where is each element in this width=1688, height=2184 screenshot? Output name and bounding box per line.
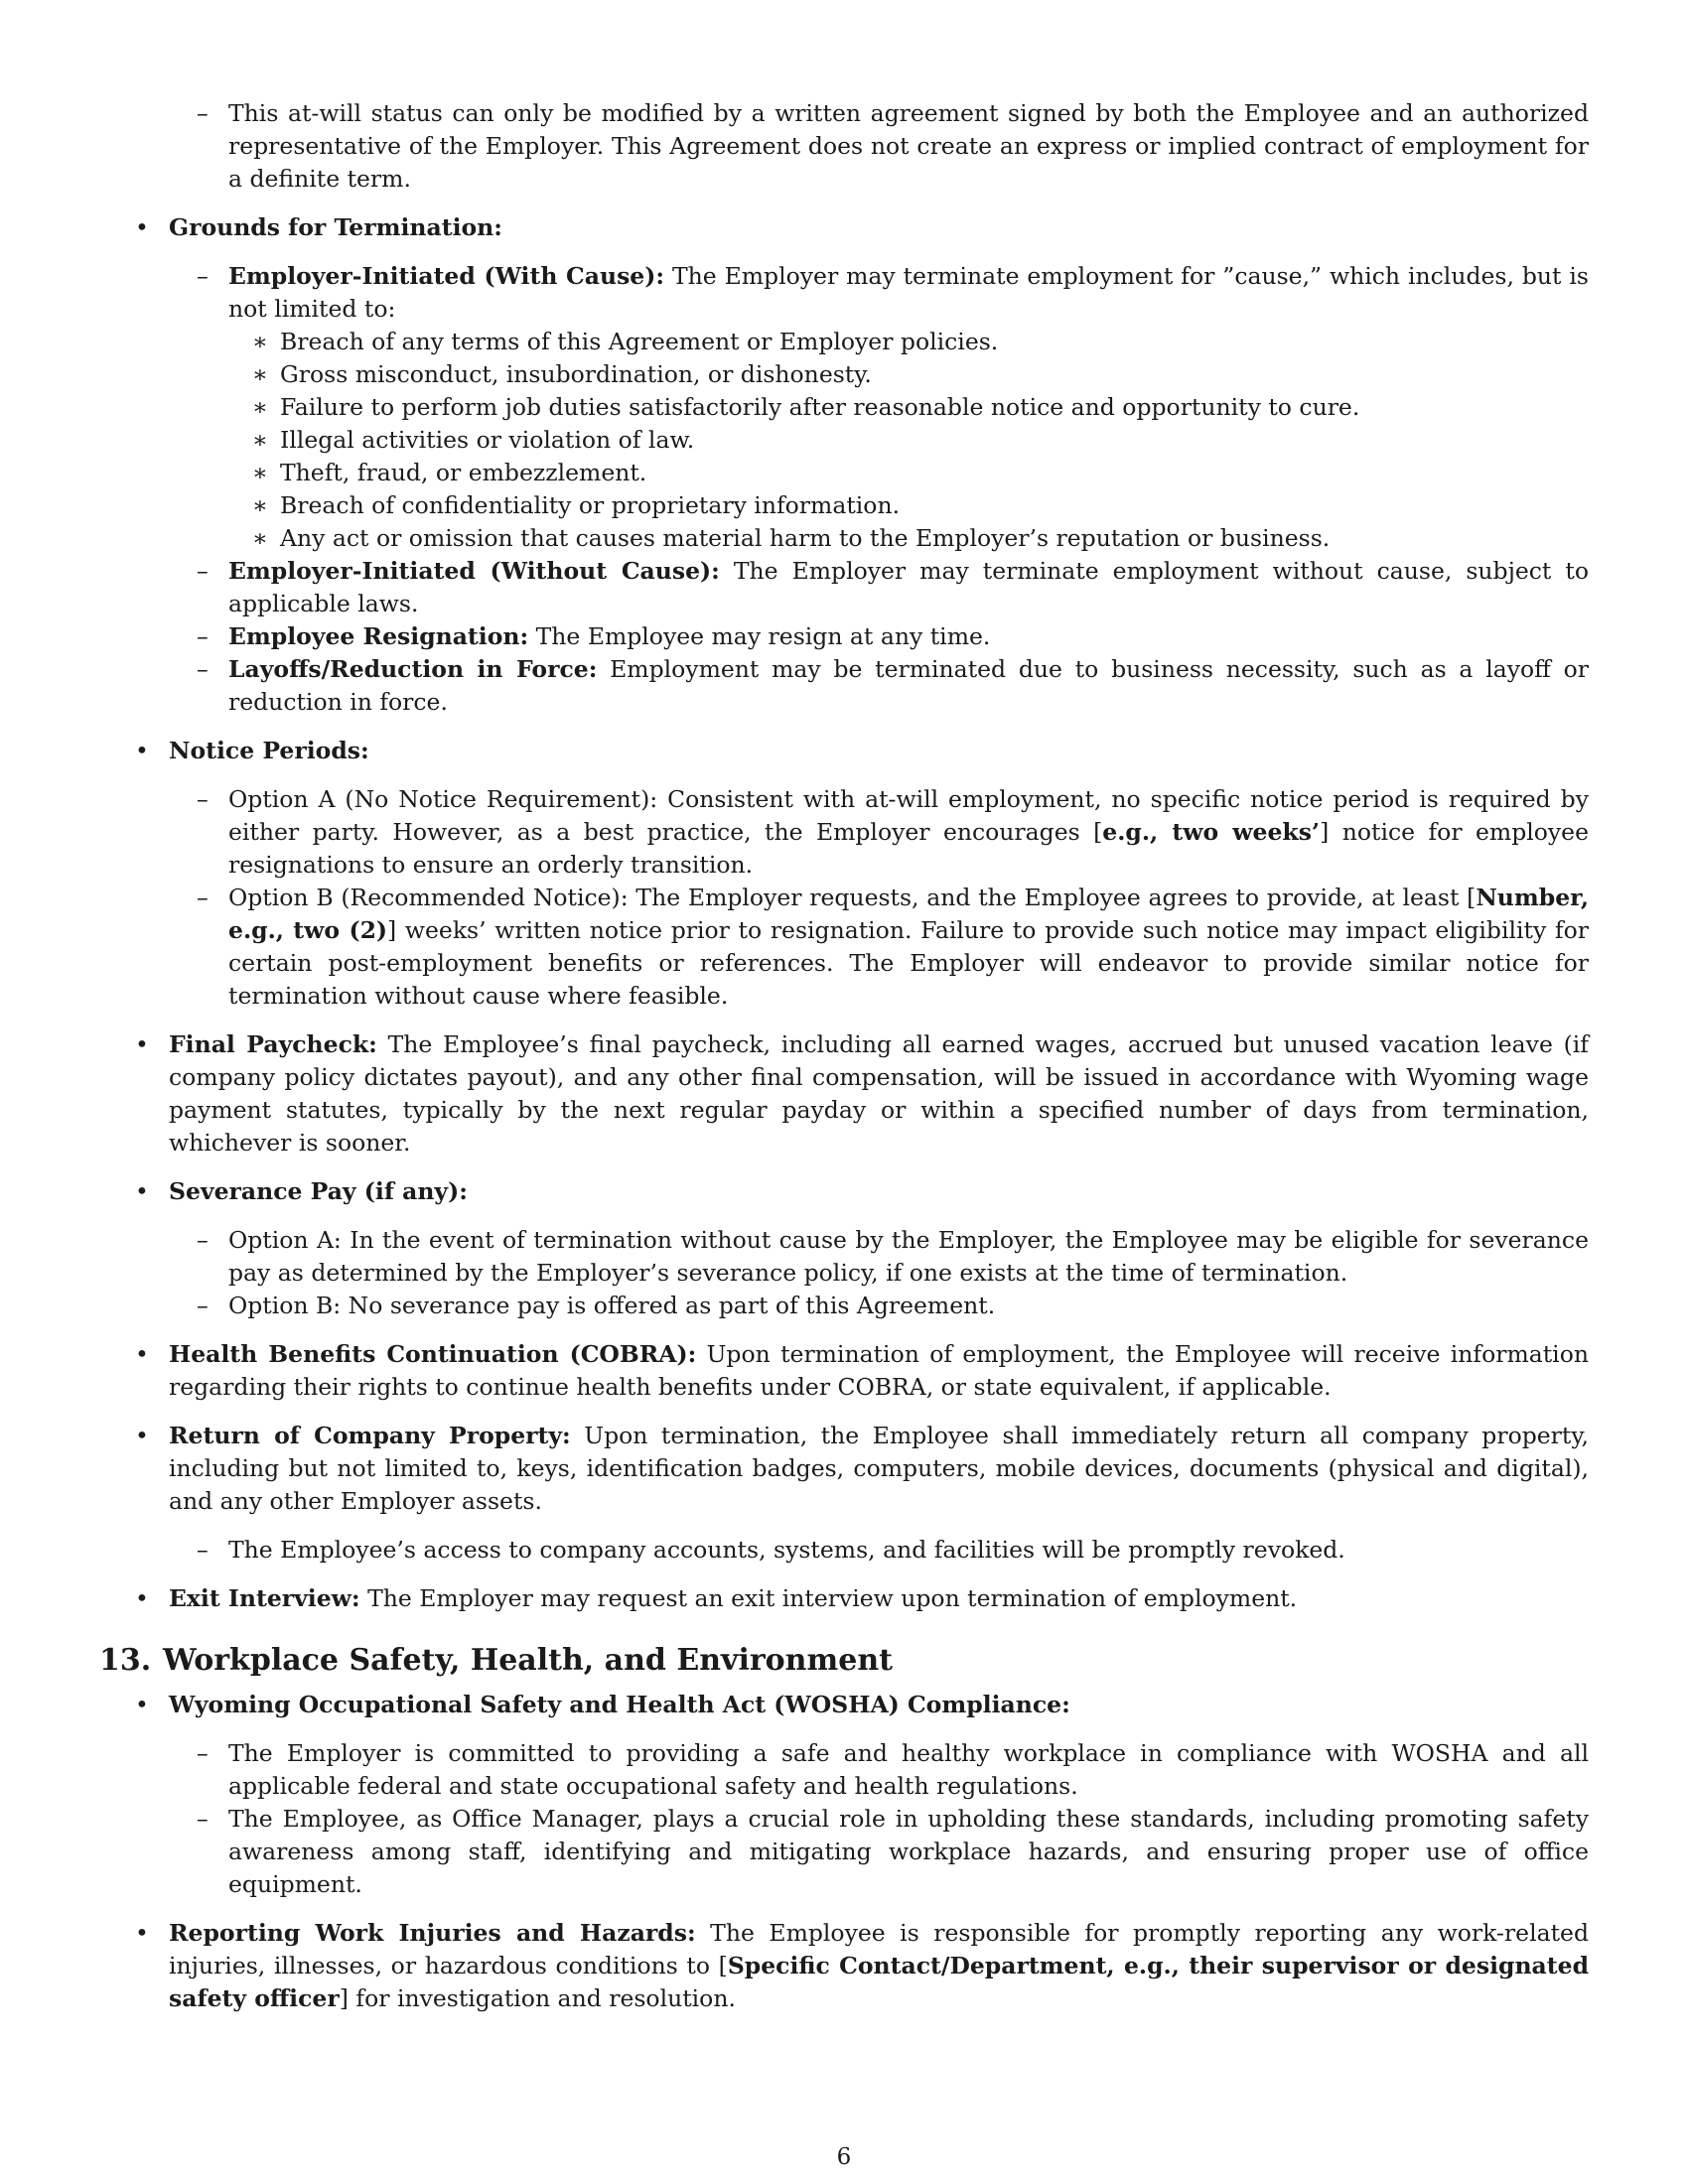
without-cause-label: Employer-Initiated (Without Cause): [228, 557, 720, 585]
wosha-item-2: – The Employee, as Office Manager, plays a crucial role in upholding these standards, including promoting safety awareness among staff, identifying and mitigating workplace hazards, and ensuring proper use of office equipment. [197, 1805, 1589, 1898]
bullet-marker: • [135, 213, 149, 241]
dash-marker: – [197, 1292, 209, 1319]
star-marker: ∗ [252, 393, 268, 421]
bullet-marker: • [135, 1691, 149, 1718]
bullet-marker: • [135, 1340, 149, 1368]
severance-item [99, 1175, 1589, 1208]
bullet-marker: • [135, 1177, 149, 1205]
access-revoked-item: – The Employee’s access to company accounts, systems, and facilities will be promptly revoked. [99, 1534, 1589, 1567]
cause-list-item: ∗ Illegal activities or violation of law. [99, 424, 1589, 457]
bullet-marker: • [135, 737, 149, 764]
cause-list-item: ∗ Breach of confidentiality or proprietary information. [99, 489, 1589, 522]
dash-marker: – [197, 1536, 209, 1564]
atwill-item [99, 97, 1589, 196]
wosha-item [99, 1689, 1589, 1721]
bullet-marker: • [135, 1030, 149, 1058]
resignation-item [99, 620, 1589, 653]
bullet-marker: • [135, 1422, 149, 1449]
star-marker: ∗ [252, 360, 268, 388]
property-text: Upon termination, the Employee shall immediately return all company property, including but not limited to, keys, identification badges, computers, mobile devices, documents (physical and digital), and any other Employer assets. [169, 1422, 1589, 1515]
grounds-heading: Grounds for Termination: [169, 213, 502, 241]
layoffs-item [99, 653, 1589, 719]
notice-option-b: – Option B (Recommended Notice): The Employer requests, and the Employee agrees to provide, at least [Number, e.g., two (2)] weeks’ written notice prior to resignation. Failure to provide such notice may impact eligibility for certain post-employment benefits or references. The Employer will endeavor to provide similar notice for termination without cause where feasible. [197, 884, 1589, 1010]
dash-marker: – [197, 1226, 209, 1254]
dash-marker: – [197, 655, 209, 683]
notice-option-a: – Option A (No Notice Requirement): Consistent with at-will employment, no specific notice period is required by either party. However, as a best practice, the Employer encourages [e.g., two weeks’] notice for employee resignations to ensure an orderly transition. [197, 785, 1589, 879]
dash-marker: – [197, 99, 209, 127]
exit-interview-item [99, 1582, 1589, 1615]
wosha-item-1: – The Employer is committed to providing a safe and healthy workplace in compliance with WOSHA and all applicable federal and state occupational safety and health regulations. [197, 1739, 1589, 1800]
cobra-text: Upon termination of employment, the Employee will receive information regarding their rights to continue health benefits under COBRA, or state equivalent, if applicable. [169, 1340, 1589, 1401]
cause-list-item: ∗ Any act or omission that causes material harm to the Employer’s reputation or business. [99, 522, 1589, 555]
without-cause-item [99, 555, 1589, 620]
page-content [99, 97, 1589, 2015]
with-cause-item [99, 260, 1589, 326]
star-marker: ∗ [252, 524, 268, 552]
dash-marker: – [197, 1805, 209, 1833]
dash-marker: – [197, 557, 209, 585]
final-paycheck-item [99, 1028, 1589, 1160]
section-title-text: Workplace Safety, Health, and Environment [163, 1643, 893, 1678]
atwill-text: This at-will status can only be modified by a written agreement signed by both the Employee and an authorized representative of the Employer. This Agreement does not create an express or implied contract of employment for a definite term. [228, 99, 1589, 193]
cause-list-item: ∗ Theft, fraud, or embezzlement. [99, 457, 1589, 489]
cause-list-item: ∗ Failure to perform job duties satisfactorily after reasonable notice and opportunity to cure. [99, 391, 1589, 424]
dash-marker: – [197, 622, 209, 650]
reporting-label: Reporting Work Injuries and Hazards: [169, 1919, 696, 1947]
severance-heading: Severance Pay (if any): [169, 1177, 468, 1205]
resignation-label: Employee Resignation: [228, 622, 529, 650]
reporting-item: • Reporting Work Injuries and Hazards: The Employee is responsible for promptly reporting any work-related injuries, illnesses, or hazardous conditions to [Specific Contact/Department, e.g., their supervisor or designated safety officer] for investigation and resolution. [135, 1919, 1589, 2012]
page-number: 6 [836, 2144, 852, 2170]
cobra-item [99, 1338, 1589, 1404]
property-item [99, 1420, 1589, 1518]
star-marker: ∗ [252, 426, 268, 454]
layoffs-text: Employment may be terminated due to business necessity, such as a layoff or reduction in force. [228, 655, 1589, 716]
severance-option-b: – Option B: No severance pay is offered as part of this Agreement. [99, 1290, 1589, 1322]
star-marker: ∗ [252, 328, 268, 355]
star-marker: ∗ [252, 491, 268, 519]
bullet-marker: • [135, 1584, 149, 1612]
layoffs-label: Layoffs/Reduction in Force: [228, 655, 598, 683]
with-cause-label: Employer-Initiated (With Cause): [228, 262, 665, 290]
final-paycheck-label: Final Paycheck: [169, 1030, 377, 1058]
cause-list-item: ∗ Breach of any terms of this Agreement or Employer policies. [99, 326, 1589, 358]
with-cause-text: The Employer may terminate employment for ”cause,” which includes, but is not limited to: [228, 262, 1589, 323]
without-cause-text: The Employer may terminate employment without cause, subject to applicable laws. [228, 557, 1589, 617]
section-number: 13. [99, 1643, 152, 1678]
exit-text: The Employer may request an exit interview upon termination of employment. [359, 1584, 1298, 1612]
dash-marker: – [197, 1739, 209, 1767]
severance-option-a: – Option A: In the event of termination without cause by the Employer, the Employee may be eligible for severance pay as determined by the Employer’s severance policy, if one exists at the time of termination. [197, 1226, 1589, 1287]
star-marker: ∗ [252, 459, 268, 486]
dash-marker: – [197, 884, 209, 911]
dash-marker: – [197, 262, 209, 290]
dash-marker: – [197, 785, 209, 813]
final-paycheck-text: The Employee’s final paycheck, including all earned wages, accrued but unused vacation leave (if company policy dictates payout), and any other final compensation, will be issued in accordance with Wyoming wage payment statutes, typically by the next regular payday or within a specified number of days from termination, whichever is sooner. [169, 1030, 1589, 1157]
resignation-text: The Employee may resign at any time. [528, 622, 991, 650]
section-13-title [99, 1641, 1589, 1681]
notice-item [99, 735, 1589, 767]
exit-label: Exit Interview: [169, 1584, 360, 1612]
cobra-label: Health Benefits Continuation (COBRA): [169, 1340, 697, 1368]
wosha-heading: Wyoming Occupational Safety and Health Act (WOSHA) Compliance: [169, 1691, 1070, 1718]
cause-list-item: ∗ Gross misconduct, insubordination, or dishonesty. [99, 358, 1589, 391]
bullet-marker: • [135, 1919, 149, 1947]
grounds-item [99, 211, 1589, 244]
property-label: Return of Company Property: [169, 1422, 571, 1449]
notice-heading: Notice Periods: [169, 737, 369, 764]
